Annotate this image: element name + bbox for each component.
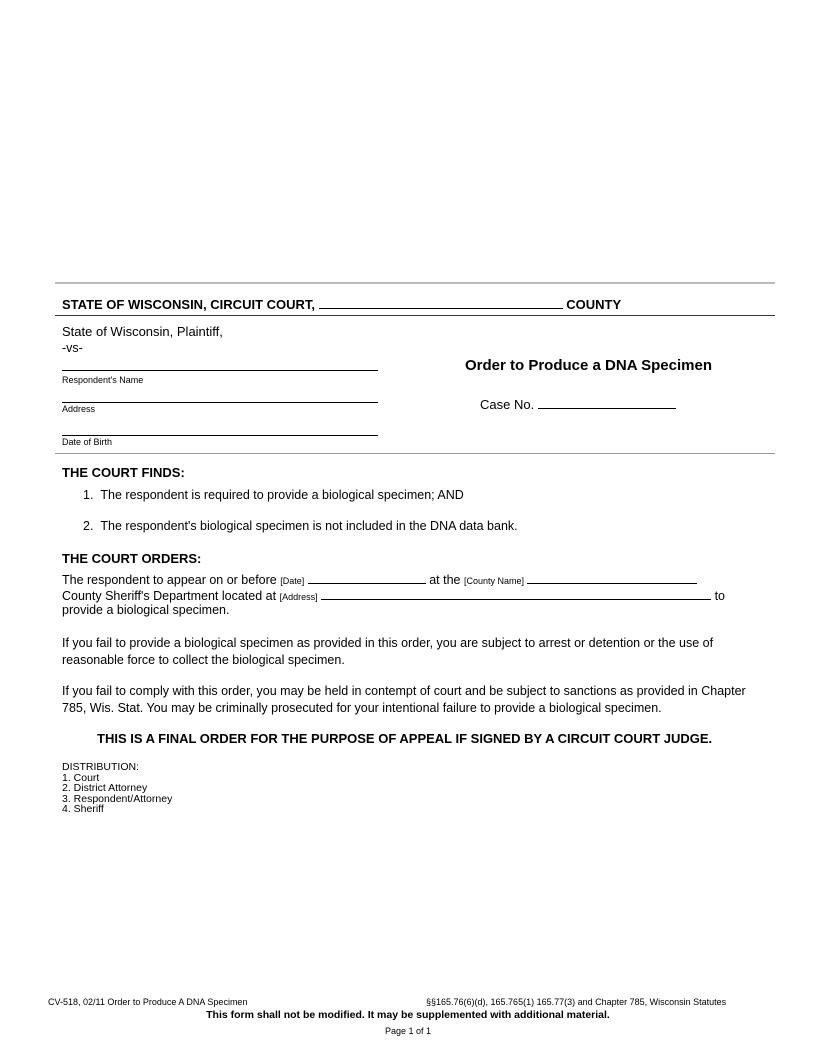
text: County Sheriff's Department located at [62,589,277,603]
court-heading [62,296,621,312]
date-field[interactable] [308,571,426,584]
case-no-label: Case No. [480,397,535,412]
finding-number: 2. [83,519,94,533]
dob-label: Date of Birth [62,437,113,447]
dob-field[interactable] [62,435,378,436]
finding-text: The respondent's biological specimen is not included in the DNA data bank. [100,519,518,533]
distribution-heading: DISTRIBUTION: [62,761,140,773]
state-court-label: STATE OF WISCONSIN, CIRCUIT COURT, [62,297,316,312]
county-label: COUNTY [566,297,622,312]
distribution-item: 4. Sheriff [62,803,104,815]
case-no-field[interactable] [538,396,676,409]
distribution-item: 2. District Attorney [62,782,148,794]
text: to [714,589,725,603]
distribution-item: 1. Court [62,771,100,784]
county-placeholder: [County Name] [463,576,524,586]
county-name-field[interactable] [527,571,697,584]
contempt-warning: If you fail to comply with this order, you may be held in contempt of court and be subject to sanctions as provided in Chapter 785, Wis. Stat. You may be criminally prosecuted for your intentional failure to provide a biological specimen. [62,684,746,715]
arrest-warning: If you fail to provide a biological specimen as provided in this order, you are subject to arrest or detention or the use of reasonable force to collect the biological specimen. [62,636,714,667]
form-id: CV-518, 02/11 Order to Produce A DNA Specimen [48,997,248,1007]
respondent-name-field[interactable] [62,370,378,371]
respondent-name-label: Respondent's Name [62,375,144,385]
plaintiff: State of Wisconsin, Plaintiff, [62,324,223,339]
address-placeholder: [Address] [279,592,318,602]
address-field[interactable] [62,402,378,403]
caption-divider [55,453,775,454]
finding-number: 1. [83,488,94,502]
distribution-item: 3. Respondent/Attorney [62,792,173,805]
heading-divider [55,315,775,316]
finding-2 [83,519,518,533]
page-number: Page 1 of 1 [384,1026,432,1036]
vs: -vs- [62,341,83,355]
county-field[interactable] [319,296,563,309]
address-label: Address [62,404,96,414]
page-title: Order to Produce a DNA Specimen [465,357,713,374]
finds-heading: THE COURT FINDS: [62,465,185,480]
case-no [480,396,676,412]
orders-line-3: provide a biological specimen. [62,603,230,617]
final-order-notice: THIS IS A FINAL ORDER FOR THE PURPOSE OF APPEAL IF SIGNED BY A CIRCUIT COURT JUDGE. [97,731,713,746]
distribution-list [62,762,172,815]
text: The respondent to appear on or before [62,573,277,587]
finding-1 [83,488,464,502]
finding-text: The respondent is required to provide a biological specimen; AND [100,488,464,502]
modification-notice: This form shall not be modified. It may be supplemented with additional material. [206,1009,610,1021]
sheriff-address-field[interactable] [321,587,711,600]
statutes: §§165.76(6)(d), 165.765(1) 165.77(3) and Chapter 785, Wisconsin Statutes [426,997,727,1007]
top-divider [55,282,775,284]
orders-line-2 [62,587,725,603]
text: at the [429,573,461,587]
date-placeholder: [Date] [280,576,305,586]
orders-heading: THE COURT ORDERS: [62,551,202,566]
orders-line-1 [62,571,697,587]
